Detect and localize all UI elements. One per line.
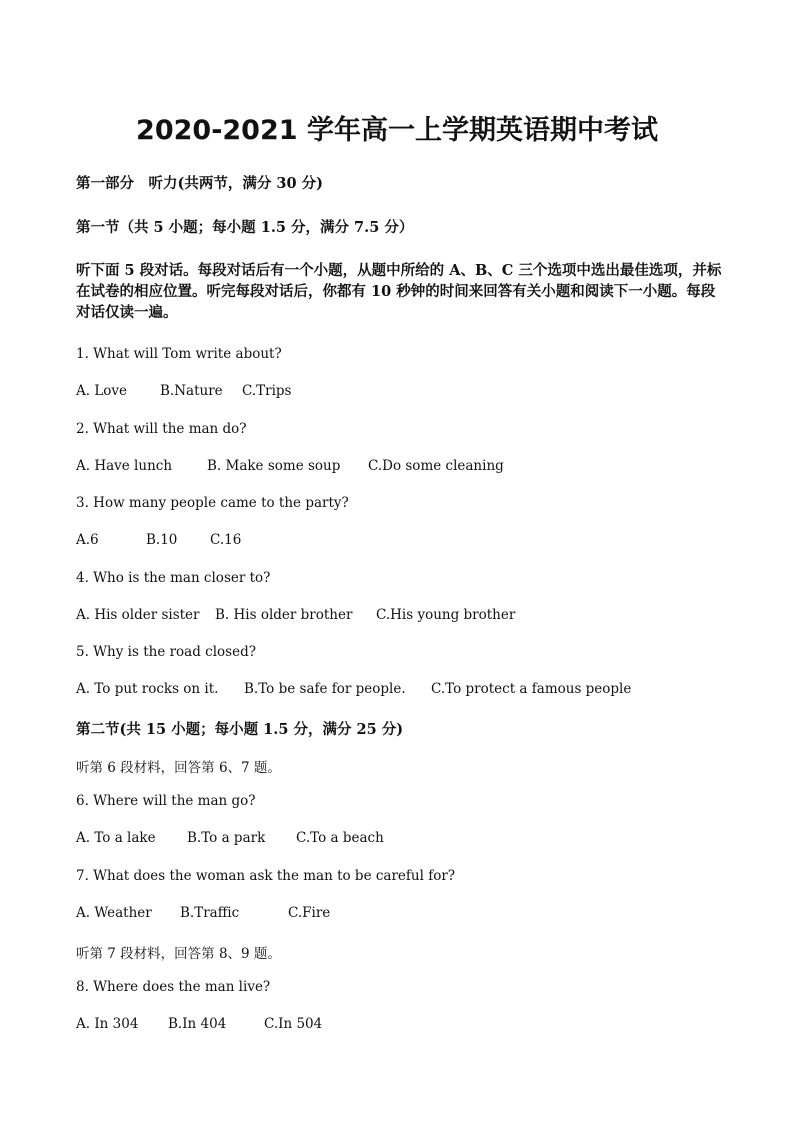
option-b: B.To be safe for people.	[244, 681, 406, 697]
question-3-options	[76, 532, 241, 548]
option-b: B. His older brother	[215, 607, 353, 623]
section1-heading: 第一节（共 5 小题；每小题 1.5 分，满分 7.5 分）	[76, 219, 414, 236]
question-4: 4. Who is the man closer to?	[76, 570, 271, 586]
material-7-instruction: 听第 7 段材料，回答第 8、9 题。	[76, 946, 281, 962]
option-a: A. Have lunch	[76, 458, 173, 474]
option-c: C.Fire	[288, 905, 331, 921]
option-b: B. Make some soup	[207, 458, 341, 474]
question-4-options	[76, 607, 515, 623]
section2-heading: 第二节(共 15 小题；每小题 1.5 分，满分 25 分)	[76, 721, 404, 738]
option-c: C.His young brother	[376, 607, 516, 623]
option-a: A. In 304	[76, 1016, 139, 1032]
option-b: B.10	[146, 532, 178, 548]
option-b: B.To a park	[187, 830, 266, 846]
option-c: C.To a beach	[296, 830, 384, 846]
question-6: 6. Where will the man go?	[76, 793, 256, 809]
option-c: C.In 504	[264, 1016, 323, 1032]
question-5: 5. Why is the road closed?	[76, 644, 256, 660]
option-b: B.In 404	[168, 1016, 227, 1032]
question-8: 8. Where does the man live?	[76, 979, 271, 995]
question-7-options	[76, 905, 330, 921]
question-1-options	[76, 383, 292, 399]
question-1: 1. What will Tom write about?	[76, 346, 282, 362]
option-a: A. To a lake	[76, 830, 156, 846]
option-b: B.Nature	[160, 383, 223, 399]
option-c: C.16	[210, 532, 242, 548]
question-2-options	[76, 458, 504, 474]
option-a: A. Weather	[76, 905, 152, 921]
option-a: A. Love	[76, 383, 128, 399]
question-3: 3. How many people came to the party?	[76, 495, 349, 511]
option-c: C.Do some cleaning	[368, 458, 504, 474]
question-7: 7. What does the woman ask the man to be careful for?	[76, 868, 456, 884]
question-6-options	[76, 830, 384, 846]
page-title: 2020-2021 学年高一上学期英语期中考试	[136, 115, 658, 146]
question-2: 2. What will the man do?	[76, 421, 247, 437]
option-a: A.6	[76, 532, 99, 548]
option-b: B.Traffic	[180, 905, 240, 921]
option-c: C.To protect a famous people	[431, 681, 632, 697]
option-a: A. To put rocks on it.	[76, 681, 219, 697]
instructions: 听下面 5 段对话。每段对话后有一个小题，从题中所给的 A、B、C 三个选项中选出最佳选项，并标在试卷的相应位置。听完每段对话后，你都有 10 秒钟的时间来回答有关小题和阅读下一小题。每段对话仅读一遍。	[76, 262, 722, 321]
option-a: A. His older sister	[76, 607, 200, 623]
question-8-options	[76, 1016, 322, 1032]
part1-heading: 第一部分 听力(共两节，满分 30 分)	[76, 175, 323, 192]
material-6-instruction: 听第 6 段材料，回答第 6、7 题。	[76, 760, 281, 776]
option-c: C.Trips	[242, 383, 292, 399]
question-5-options	[76, 681, 631, 697]
